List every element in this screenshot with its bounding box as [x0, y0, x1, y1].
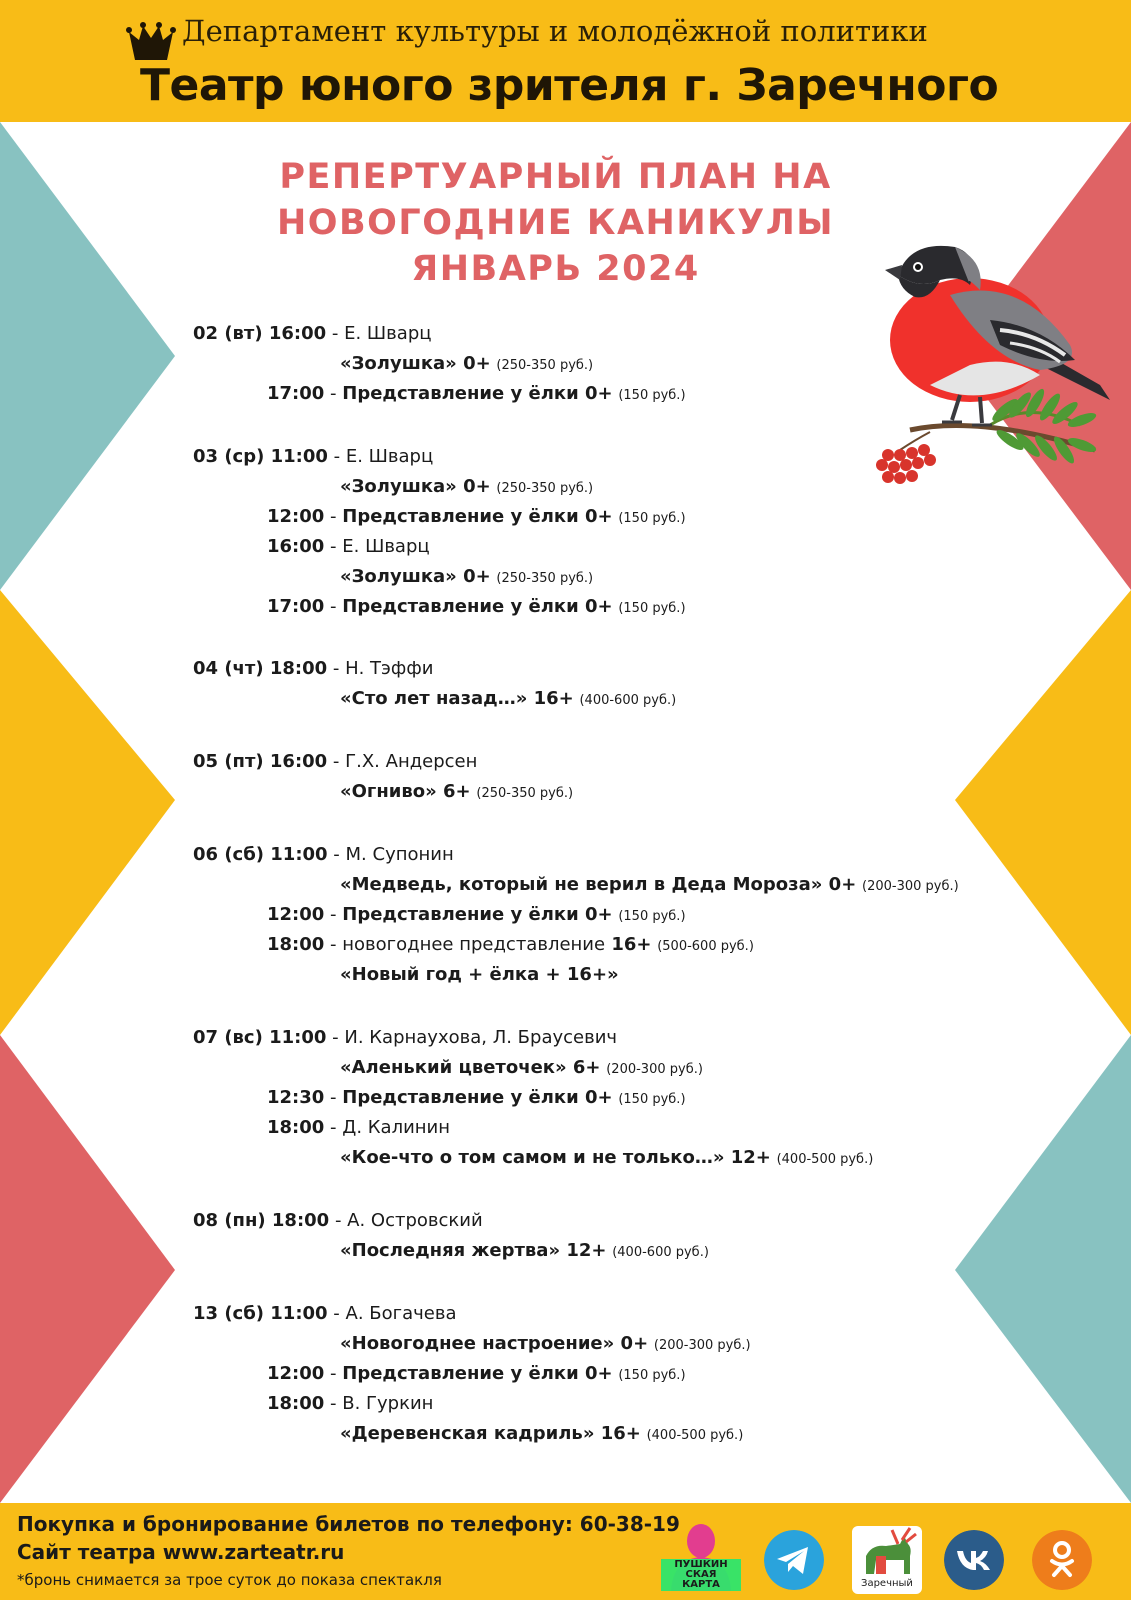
- schedule-title: Представление у ёлки 0+: [342, 1363, 613, 1384]
- schedule-title: «Новогоднее настроение» 0+: [340, 1333, 649, 1354]
- schedule-text: Е. Шварц: [344, 323, 432, 344]
- schedule-price: (250-350 руб.): [496, 571, 594, 586]
- schedule-title: «Деревенская кадриль» 16+: [340, 1423, 641, 1444]
- schedule-line: [340, 565, 593, 591]
- schedule-line: [340, 1332, 751, 1358]
- schedule-price: (400-600 руб.): [579, 693, 677, 708]
- schedule-sep: -: [329, 1210, 348, 1231]
- schedule-text: Г.Х. Андерсен: [345, 751, 478, 772]
- mask-logo-icon: [125, 20, 177, 64]
- title-line-3: ЯНВАРЬ 2024: [411, 249, 700, 289]
- schedule-title: Представление у ёлки 0+: [342, 596, 613, 617]
- schedule-time: 18:00: [267, 1117, 325, 1138]
- schedule-title: «Золушка» 0+: [340, 353, 491, 374]
- schedule-time: 12:30: [267, 1087, 325, 1108]
- schedule-line: [267, 595, 686, 621]
- schedule-text: Е. Шварц: [345, 446, 434, 467]
- schedule-title: «Золушка» 0+: [340, 476, 491, 497]
- schedule-title: Представление у ёлки 0+: [342, 1087, 613, 1108]
- schedule-line: [340, 963, 619, 987]
- schedule-price: (150 руб.): [618, 1092, 686, 1107]
- schedule-text: Н. Тэффи: [345, 658, 434, 679]
- schedule-line: [267, 1086, 686, 1112]
- schedule-time: 18:00: [267, 934, 325, 955]
- theatre-name: Театр юного зрителя г. Заречного: [140, 60, 999, 111]
- schedule-sep: -: [326, 323, 345, 344]
- schedule-text: А. Богачева: [345, 1303, 457, 1324]
- schedule-line: [340, 780, 573, 806]
- schedule-sep: -: [324, 1393, 343, 1414]
- schedule-title: Представление у ёлки 0+: [342, 506, 613, 527]
- schedule-line: [193, 1302, 456, 1326]
- schedule-time: 18:00: [267, 1393, 325, 1414]
- schedule-sep: -: [324, 383, 343, 404]
- schedule-title: 16+: [605, 934, 652, 955]
- schedule-time: 12:00: [267, 1363, 325, 1384]
- vk-icon[interactable]: [944, 1530, 1004, 1590]
- schedule-sep: -: [327, 844, 346, 865]
- schedule-line: [267, 1392, 433, 1416]
- schedule-price: (150 руб.): [618, 601, 686, 616]
- schedule-price: (400-500 руб.): [776, 1152, 874, 1167]
- schedule-price: (500-600 руб.): [657, 939, 754, 954]
- schedule-line: [267, 535, 430, 559]
- schedule-time: 17:00: [267, 596, 325, 617]
- schedule-line: [267, 505, 686, 531]
- theatre-site[interactable]: Сайт театра www.zarteatr.ru: [17, 1540, 345, 1564]
- ticket-phone: Покупка и бронирование билетов по телефону: 60-38-19: [17, 1512, 680, 1536]
- schedule-price: (150 руб.): [618, 909, 686, 924]
- schedule-line: [267, 903, 686, 929]
- schedule-line: [340, 1422, 743, 1448]
- schedule-price: (400-500 руб.): [646, 1428, 744, 1443]
- booking-note: *бронь снимается за трое суток до показа спектакля: [17, 1571, 442, 1589]
- schedule-sep: -: [324, 1117, 343, 1138]
- schedule-title: «Последняя жертва» 12+: [340, 1240, 607, 1261]
- bullfinch-illustration: [870, 235, 1120, 505]
- schedule-sep: -: [324, 596, 343, 617]
- schedule-price: (150 руб.): [618, 1368, 686, 1383]
- schedule-time: 17:00: [267, 383, 325, 404]
- schedule-title: Представление у ёлки 0+: [342, 904, 613, 925]
- schedule-price: (150 руб.): [618, 511, 686, 526]
- schedule-line: [340, 1146, 873, 1172]
- schedule-title: «Новый год + ёлка + 16+»: [340, 964, 619, 985]
- schedule-price: (200-300 руб.): [606, 1062, 703, 1077]
- schedule-price: (250-350 руб.): [476, 786, 574, 801]
- schedule-line: [193, 445, 433, 469]
- schedule-sep: -: [324, 934, 343, 955]
- telegram-icon[interactable]: [764, 1530, 824, 1590]
- schedule-price: (200-300 руб.): [862, 879, 959, 894]
- schedule-line: [340, 687, 676, 713]
- schedule-date: 08 (пн) 18:00: [193, 1210, 330, 1231]
- schedule-line: [267, 933, 754, 959]
- schedule-price: (250-350 руб.): [496, 481, 594, 496]
- schedule-line: [193, 1026, 617, 1050]
- schedule-time: 12:00: [267, 904, 325, 925]
- schedule-price: (250-350 руб.): [496, 358, 594, 373]
- schedule-title: «Кое-что о том самом и не только…» 12+: [340, 1147, 771, 1168]
- schedule-date: 03 (ср) 11:00: [193, 446, 328, 467]
- schedule-line: [340, 475, 593, 501]
- schedule-text: новогоднее представление: [342, 934, 606, 955]
- schedule-line: [193, 1209, 483, 1233]
- schedule-text: А. Островский: [347, 1210, 483, 1231]
- schedule-title: «Сто лет назад…» 16+: [340, 688, 574, 709]
- schedule-line: [193, 657, 433, 681]
- schedule-date: 04 (чт) 18:00: [193, 658, 328, 679]
- schedule-sep: -: [324, 506, 343, 527]
- pushkin-card-label: ПУШКИН СКАЯ КАРТА: [674, 1559, 728, 1590]
- schedule-text: Д. Калинин: [342, 1117, 451, 1138]
- schedule-line: [193, 843, 454, 867]
- schedule-title: «Золушка» 0+: [340, 566, 491, 587]
- schedule-text: В. Гуркин: [342, 1393, 434, 1414]
- schedule-sep: -: [324, 1363, 343, 1384]
- schedule-sep: -: [327, 1303, 346, 1324]
- schedule-sep: -: [324, 1087, 343, 1108]
- schedule-line: [193, 750, 477, 774]
- schedule-sep: -: [327, 658, 346, 679]
- schedule-sep: -: [327, 446, 346, 467]
- schedule-text: И. Карнаухова, Л. Браусевич: [344, 1027, 618, 1048]
- schedule-text: М. Супонин: [345, 844, 454, 865]
- department-name: Департамент культуры и молодёжной политики: [182, 14, 928, 48]
- schedule-price: (400-600 руб.): [612, 1245, 709, 1260]
- schedule-line: [193, 322, 432, 346]
- schedule-time: 16:00: [267, 536, 325, 557]
- schedule-text: Е. Шварц: [342, 536, 430, 557]
- schedule-sep: -: [327, 751, 346, 772]
- schedule-title: «Огниво» 6+: [340, 781, 471, 802]
- schedule-price: (150 руб.): [618, 388, 686, 403]
- moose-icon: [852, 1526, 922, 1578]
- schedule-date: 13 (сб) 11:00: [193, 1303, 328, 1324]
- odnoklassniki-icon[interactable]: [1032, 1530, 1092, 1590]
- schedule-sep: -: [324, 904, 343, 925]
- schedule-price: (200-300 руб.): [653, 1338, 751, 1353]
- schedule-line: [267, 382, 686, 408]
- schedule-date: 07 (вс) 11:00: [193, 1027, 327, 1048]
- schedule-title: «Аленький цветочек» 6+: [340, 1057, 601, 1078]
- schedule-date: 05 (пт) 16:00: [193, 751, 328, 772]
- schedule-title: «Медведь, который не верил в Деда Мороза» 0+: [340, 874, 857, 895]
- schedule-date: 02 (вт) 16:00: [193, 323, 327, 344]
- schedule-sep: -: [324, 536, 343, 557]
- schedule-line: [340, 1239, 709, 1265]
- zarechny-label: Заречный: [861, 1578, 913, 1589]
- title-line-1: РЕПЕРТУАРНЫЙ ПЛАН НА: [279, 157, 832, 197]
- schedule-line: [340, 873, 959, 899]
- schedule-title: Представление у ёлки 0+: [342, 383, 613, 404]
- schedule-line: [340, 352, 593, 378]
- schedule-line: [340, 1056, 703, 1082]
- schedule-sep: -: [326, 1027, 345, 1048]
- schedule-line: [267, 1116, 450, 1140]
- schedule-date: 06 (сб) 11:00: [193, 844, 328, 865]
- schedule-line: [267, 1362, 686, 1388]
- schedule-time: 12:00: [267, 506, 325, 527]
- title-line-2: НОВОГОДНИЕ КАНИКУЛЫ: [276, 203, 835, 243]
